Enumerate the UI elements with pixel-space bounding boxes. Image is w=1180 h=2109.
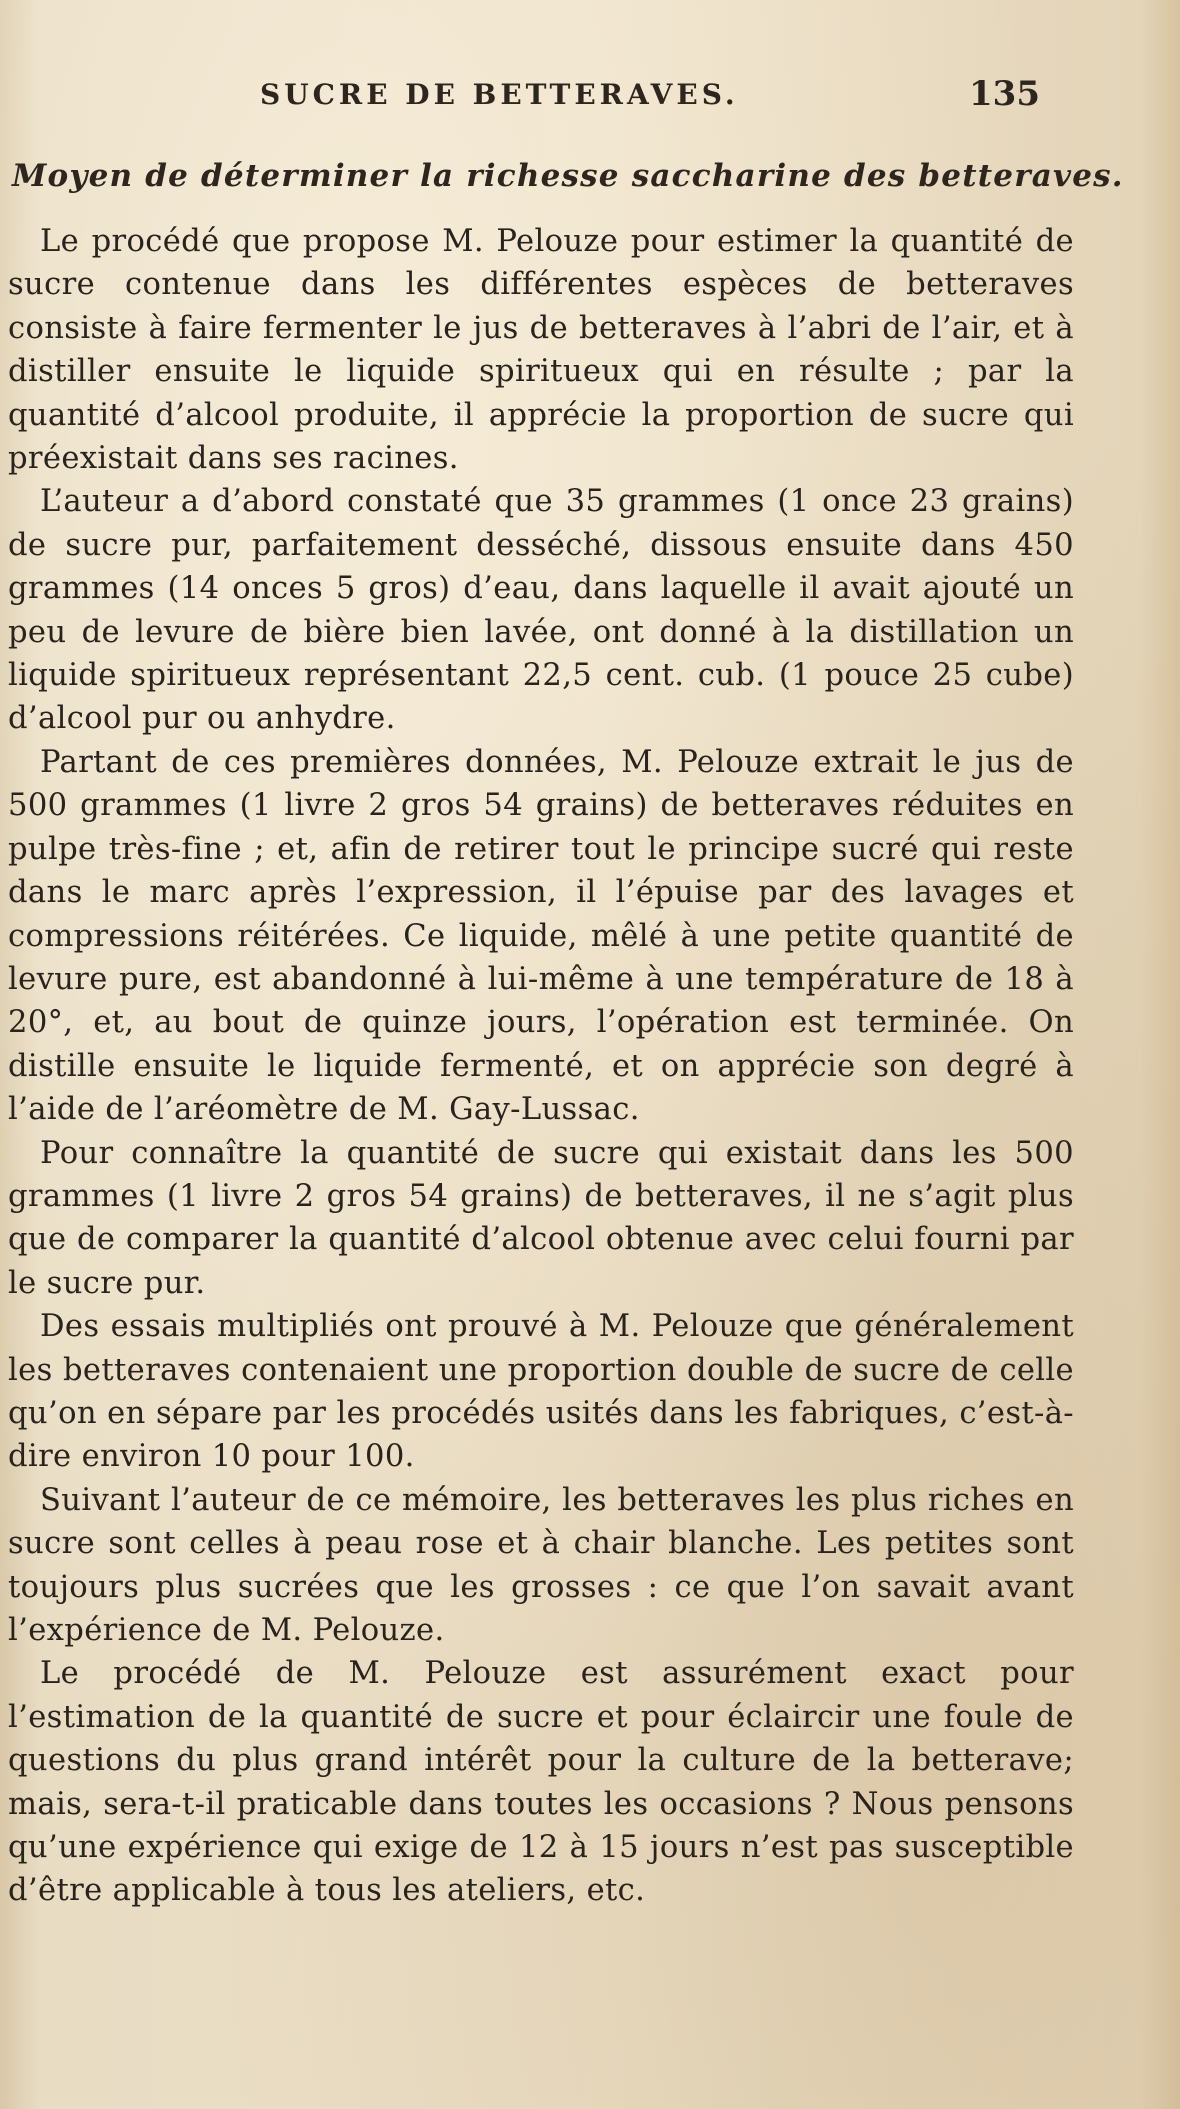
paragraph: Le procédé de M. Pelouze est assurément exact pour l’estimation de la quantité de sucre et pour éclaircir une foule de questions du plus grand intérêt pour la culture de la betterave; mais, sera-t-il praticable dans toutes les occasions ? Nous pensons qu’une expérience qui exige de 12 à 15 jours n’est pas susceptible d’être applicable à tous les ateliers, etc. (8, 1656, 1074, 1909)
paragraph: Suivant l’auteur de ce mémoire, les betteraves les plus riches en sucre sont celles à peau rose et à chair blanche. Les petites sont toujours plus sucrées que les grosses : ce que l’on savait avant l’expérience de M. Pelouze. (8, 1482, 1074, 1648)
section-title: Moyen de déterminer la richesse saccharine des betteraves. (12, 158, 1124, 194)
body-text (8, 220, 1074, 1913)
paragraph: Pour connaître la quantité de sucre qui existait dans les 500 grammes (1 livre 2 gros 54 grains) de betteraves, il ne s’agit plus que de comparer la quantité d’alcool obtenue avec celui fourni par le sucre pur. (8, 1135, 1074, 1301)
paragraph: Partant de ces premières données, M. Pelouze extrait le jus de 500 grammes (1 livre 2 gros 54 grains) de betteraves réduites en pulpe très-fine ; et, afin de retirer tout le principe sucré qui reste dans le marc après l’expression, il l’épuise par des lavages et compressions réitérées. Ce liquide, mêlé à une petite quantité de levure pure, est abandonné à lui-même à une température de 18 à 20°, et, au bout de quinze jours, l’opération est terminée. On distille ensuite le liquide fermenté, et on apprécie son degré à l’aide de l’aréomètre de M. Gay-Lussac. (8, 744, 1074, 1128)
page-number: 135 (969, 74, 1040, 114)
running-title: SUCRE DE BETTERAVES. (260, 78, 739, 111)
paragraph: Des essais multipliés ont prouvé à M. Pelouze que généralement les betteraves contenaient une proportion double de sucre de celle qu’on en sépare par les procédés usités dans les fabriques, c’est-à-dire environ 10 pour 100. (8, 1309, 1074, 1475)
paragraph: Le procédé que propose M. Pelouze pour estimer la quantité de sucre contenue dans les différentes espèces de betteraves consiste à faire fermenter le jus de betteraves à l’abri de l’air, et à distiller ensuite le liquide spiritueux qui en résulte ; par la quantité d’alcool produite, il apprécie la proportion de sucre qui préexistait dans ses racines. (8, 224, 1074, 477)
running-header (260, 74, 1040, 128)
paragraph: L’auteur a d’abord constaté que 35 grammes (1 once 23 grains) de sucre pur, parfaitement desséché, dissous ensuite dans 450 grammes (14 onces 5 gros) d’eau, dans laquelle il avait ajouté un peu de levure de bière bien lavée, ont donné à la distillation un liquide spiritueux représentant 22,5 cent. cub. (1 pouce 25 cube) d’alcool pur ou anhydre. (8, 484, 1074, 737)
